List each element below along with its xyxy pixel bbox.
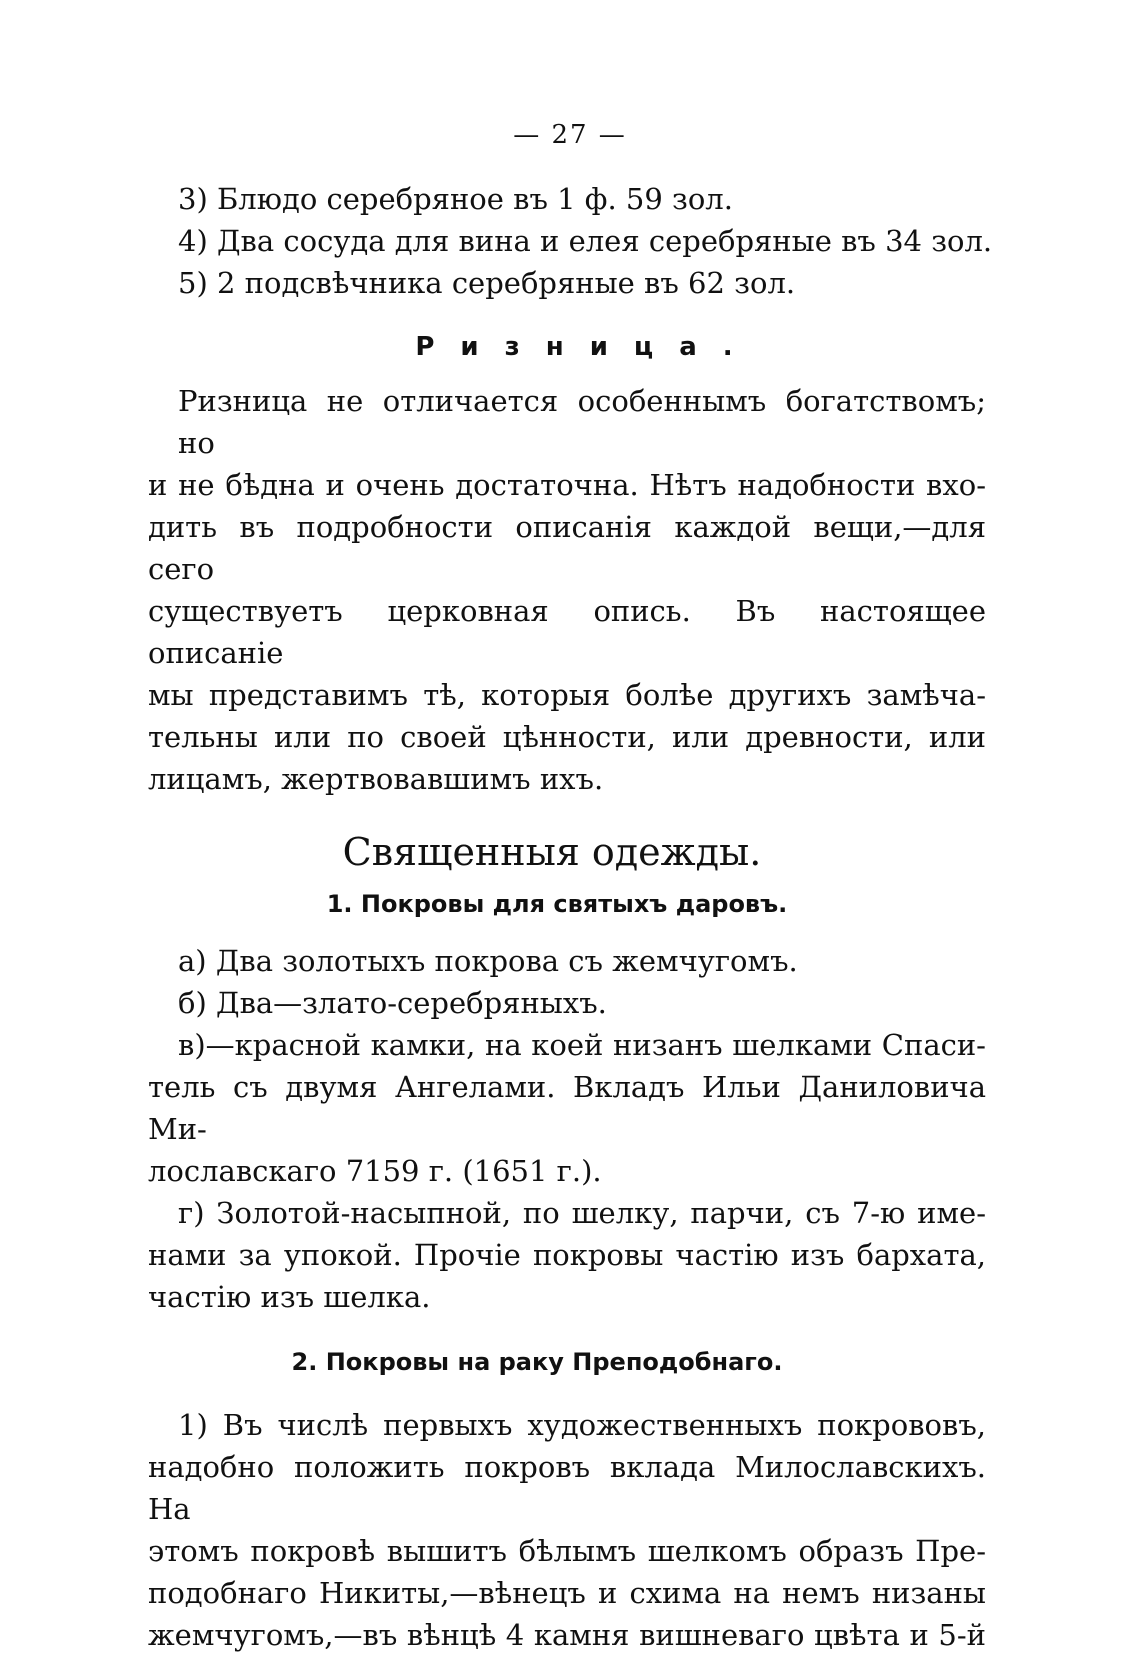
shrine-paragraph — [148, 1404, 986, 1656]
paragraph-line: и не бѣдна и очень достаточна. Нѣтъ надобности вхо- — [148, 468, 986, 502]
item-v-paragraph — [148, 1024, 986, 1192]
paragraph-line: лицамъ, жертвовавшимъ ихъ. — [148, 762, 604, 796]
paragraph-line: тельны или по своей цѣнности, или древности, или — [148, 720, 986, 754]
paragraph-line: мы представимъ тѣ, которыя болѣе другихъ замѣча- — [148, 678, 986, 712]
paragraph-line: 1) Въ числѣ первыхъ художественныхъ покрововъ, — [178, 1408, 986, 1442]
text-column — [148, 178, 993, 1656]
cover-item: б) Два—злато-серебряныхъ. — [178, 986, 607, 1020]
paragraph-line: Ризница не отличается особеннымъ богатствомъ; но — [178, 384, 986, 460]
paragraph-line: дить въ подробности описанія каждой вещи,—для сего — [148, 510, 986, 586]
paragraph-line: лославскаго 7159 г. (1651 г.). — [148, 1154, 602, 1188]
inventory-list — [148, 178, 993, 304]
paragraph-line: подобнаго Никиты,—вѣнецъ и схима на немъ низаны — [148, 1576, 986, 1610]
inventory-item: 4) Два сосуда для вина и елея серебряные въ 34 зол. — [178, 224, 993, 258]
paragraph-line: жемчугомъ,—въ вѣнцѣ 4 камня вишневаго цвѣта и 5-й — [148, 1618, 986, 1652]
riznitsa-paragraph — [148, 380, 986, 800]
paragraph-line: в)—красной камки, на коей низанъ шелками Спаси- — [178, 1028, 986, 1062]
heading-riznitsa: Ризница. — [415, 332, 759, 362]
item-g-paragraph — [148, 1192, 986, 1318]
paragraph-line: этомъ покровѣ вышитъ бѣлымъ шелкомъ образъ Пре- — [148, 1534, 986, 1568]
paragraph-line: тель съ двумя Ангелами. Вкладъ Ильи Даниловича Ми- — [148, 1070, 986, 1146]
paragraph-line: надобно положить покровъ вклада Милославскихъ. На — [148, 1450, 986, 1526]
heading-covers-for-shrine: 2. Покровы на раку Преподобнаго. — [291, 1348, 783, 1376]
heading-sacred-vestments: Священныя одежды. — [342, 830, 762, 874]
heading-covers-for-gifts: 1. Покровы для святыхъ даровъ. — [326, 890, 788, 918]
inventory-item: 5) 2 подсвѣчника серебряные въ 62 зол. — [178, 266, 796, 300]
paragraph-line: существуетъ церковная опись. Въ настоящее описаніе — [148, 594, 986, 670]
paragraph-line: частію изъ шелка. — [148, 1280, 431, 1314]
page-number: — 27 — — [513, 120, 627, 150]
cover-item: а) Два золотыхъ покрова съ жемчугомъ. — [178, 944, 798, 978]
paragraph-line: г) Золотой-насыпной, по шелку, парчи, съ 7-ю име- — [178, 1196, 986, 1230]
paragraph-line: нами за упокой. Прочіе покровы частію изъ бархата, — [148, 1238, 986, 1272]
inventory-item: 3) Блюдо серебряное въ 1 ф. 59 зол. — [178, 182, 733, 216]
covers-list — [148, 940, 986, 1024]
